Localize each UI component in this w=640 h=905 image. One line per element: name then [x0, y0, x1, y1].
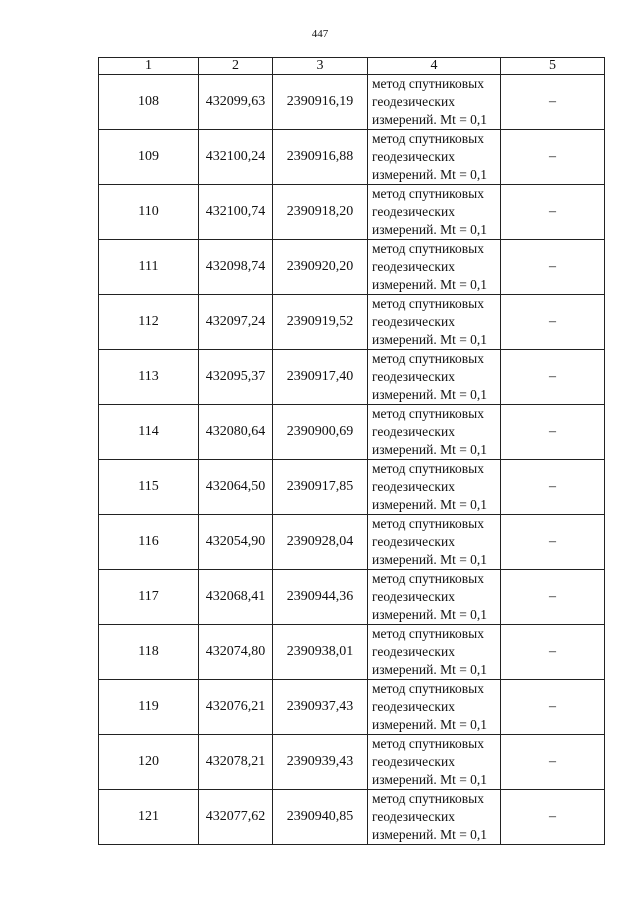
- point-number-cell: 110: [99, 185, 199, 240]
- table-row: [99, 185, 605, 240]
- column-header-4: 4: [368, 58, 501, 75]
- note-cell: –: [501, 295, 605, 350]
- note-cell: –: [501, 680, 605, 735]
- method-cell: метод спутниковых геодезических измерений. Mt = 0,1: [368, 185, 501, 240]
- point-number-cell: 120: [99, 735, 199, 790]
- point-number-cell: 112: [99, 295, 199, 350]
- table-row: [99, 790, 605, 845]
- point-number-cell: 108: [99, 75, 199, 130]
- method-cell: метод спутниковых геодезических измерений. Mt = 0,1: [368, 460, 501, 515]
- point-number-cell: 121: [99, 790, 199, 845]
- table-row: [99, 240, 605, 295]
- y-coordinate-cell: 2390939,43: [273, 735, 368, 790]
- x-coordinate-cell: 432074,80: [199, 625, 273, 680]
- point-number-cell: 113: [99, 350, 199, 405]
- note-cell: –: [501, 185, 605, 240]
- y-coordinate-cell: 2390917,85: [273, 460, 368, 515]
- table-body: [99, 58, 605, 845]
- point-number-cell: 116: [99, 515, 199, 570]
- y-coordinate-cell: 2390916,19: [273, 75, 368, 130]
- point-number-cell: 114: [99, 405, 199, 460]
- table-row: [99, 350, 605, 405]
- x-coordinate-cell: 432077,62: [199, 790, 273, 845]
- method-cell: метод спутниковых геодезических измерений. Mt = 0,1: [368, 75, 501, 130]
- note-cell: –: [501, 240, 605, 295]
- x-coordinate-cell: 432068,41: [199, 570, 273, 625]
- y-coordinate-cell: 2390944,36: [273, 570, 368, 625]
- x-coordinate-cell: 432054,90: [199, 515, 273, 570]
- table-row: [99, 680, 605, 735]
- x-coordinate-cell: 432080,64: [199, 405, 273, 460]
- y-coordinate-cell: 2390938,01: [273, 625, 368, 680]
- method-cell: метод спутниковых геодезических измерений. Mt = 0,1: [368, 240, 501, 295]
- note-cell: –: [501, 130, 605, 185]
- y-coordinate-cell: 2390928,04: [273, 515, 368, 570]
- note-cell: –: [501, 75, 605, 130]
- column-header-2: 2: [199, 58, 273, 75]
- note-cell: –: [501, 405, 605, 460]
- x-coordinate-cell: 432076,21: [199, 680, 273, 735]
- note-cell: –: [501, 350, 605, 405]
- y-coordinate-cell: 2390919,52: [273, 295, 368, 350]
- point-number-cell: 117: [99, 570, 199, 625]
- point-number-cell: 118: [99, 625, 199, 680]
- point-number-cell: 115: [99, 460, 199, 515]
- note-cell: –: [501, 460, 605, 515]
- x-coordinate-cell: 432078,21: [199, 735, 273, 790]
- method-cell: метод спутниковых геодезических измерений. Mt = 0,1: [368, 515, 501, 570]
- x-coordinate-cell: 432098,74: [199, 240, 273, 295]
- method-cell: метод спутниковых геодезических измерений. Mt = 0,1: [368, 735, 501, 790]
- column-header-1: 1: [99, 58, 199, 75]
- y-coordinate-cell: 2390917,40: [273, 350, 368, 405]
- table-row: [99, 570, 605, 625]
- x-coordinate-cell: 432099,63: [199, 75, 273, 130]
- method-cell: метод спутниковых геодезических измерений. Mt = 0,1: [368, 130, 501, 185]
- table-row: [99, 75, 605, 130]
- table-row: [99, 130, 605, 185]
- method-cell: метод спутниковых геодезических измерений. Mt = 0,1: [368, 570, 501, 625]
- y-coordinate-cell: 2390937,43: [273, 680, 368, 735]
- column-header-3: 3: [273, 58, 368, 75]
- note-cell: –: [501, 790, 605, 845]
- point-number-cell: 111: [99, 240, 199, 295]
- x-coordinate-cell: 432064,50: [199, 460, 273, 515]
- y-coordinate-cell: 2390916,88: [273, 130, 368, 185]
- column-header-5: 5: [501, 58, 605, 75]
- x-coordinate-cell: 432100,24: [199, 130, 273, 185]
- table-row: [99, 625, 605, 680]
- table-header-row: [99, 58, 605, 75]
- page-number: 447: [311, 28, 329, 40]
- note-cell: –: [501, 515, 605, 570]
- note-cell: –: [501, 570, 605, 625]
- table-row: [99, 295, 605, 350]
- method-cell: метод спутниковых геодезических измерений. Mt = 0,1: [368, 790, 501, 845]
- method-cell: метод спутниковых геодезических измерений. Mt = 0,1: [368, 405, 501, 460]
- coordinates-table: [98, 57, 605, 845]
- x-coordinate-cell: 432100,74: [199, 185, 273, 240]
- note-cell: –: [501, 735, 605, 790]
- x-coordinate-cell: 432095,37: [199, 350, 273, 405]
- y-coordinate-cell: 2390940,85: [273, 790, 368, 845]
- method-cell: метод спутниковых геодезических измерений. Mt = 0,1: [368, 350, 501, 405]
- y-coordinate-cell: 2390920,20: [273, 240, 368, 295]
- table-row: [99, 735, 605, 790]
- method-cell: метод спутниковых геодезических измерений. Mt = 0,1: [368, 295, 501, 350]
- note-cell: –: [501, 625, 605, 680]
- table-row: [99, 460, 605, 515]
- method-cell: метод спутниковых геодезических измерений. Mt = 0,1: [368, 680, 501, 735]
- method-cell: метод спутниковых геодезических измерений. Mt = 0,1: [368, 625, 501, 680]
- point-number-cell: 119: [99, 680, 199, 735]
- table-row: [99, 405, 605, 460]
- point-number-cell: 109: [99, 130, 199, 185]
- x-coordinate-cell: 432097,24: [199, 295, 273, 350]
- y-coordinate-cell: 2390900,69: [273, 405, 368, 460]
- y-coordinate-cell: 2390918,20: [273, 185, 368, 240]
- table-row: [99, 515, 605, 570]
